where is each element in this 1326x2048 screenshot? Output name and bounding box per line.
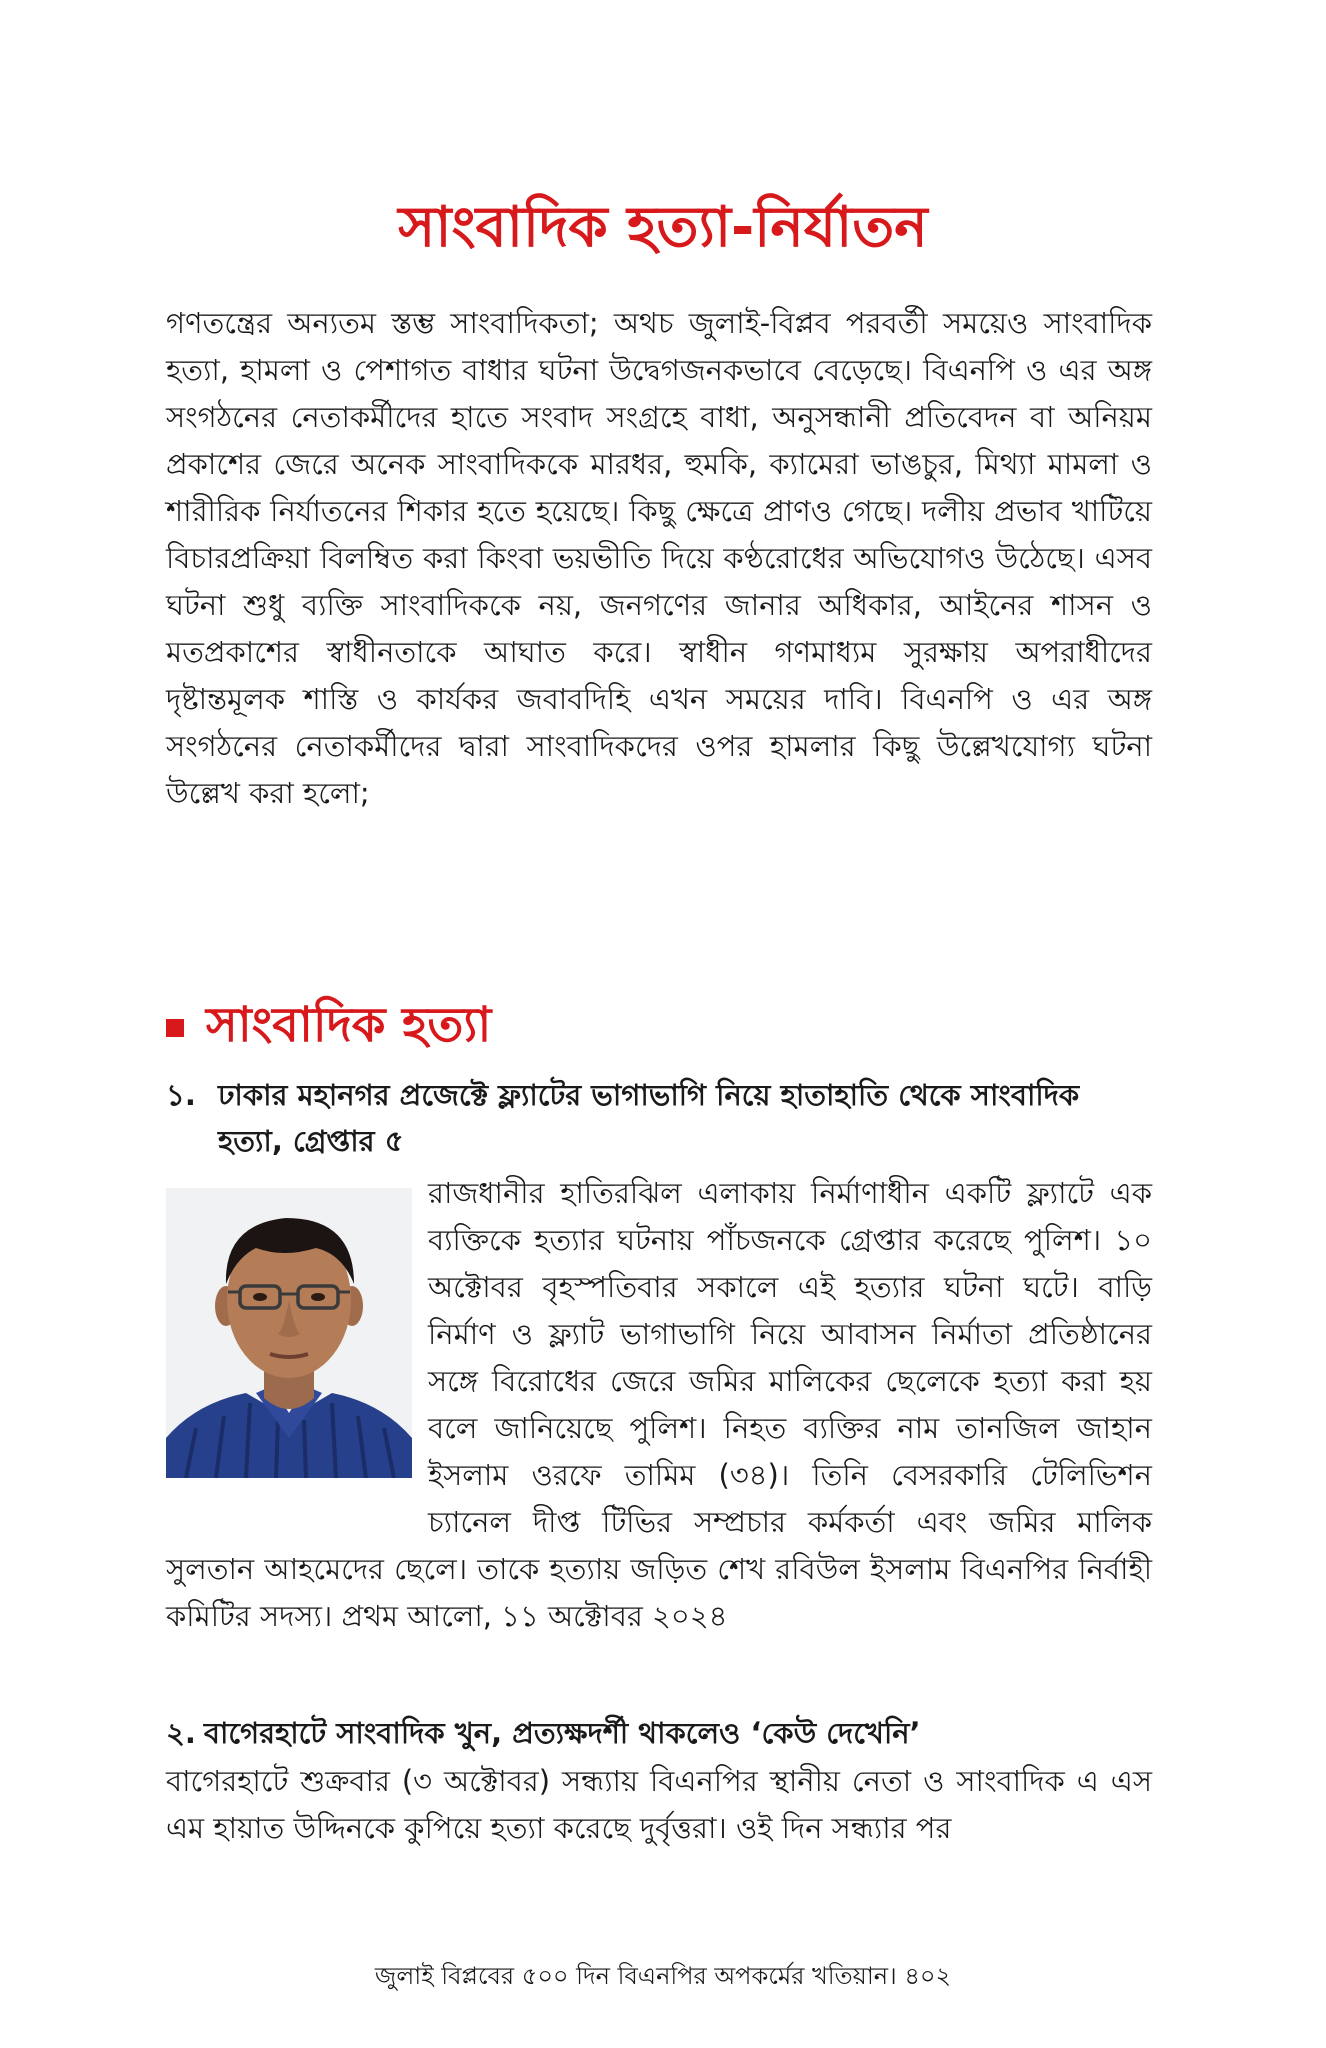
item-2-heading: [166, 1710, 1152, 1756]
item-1-body: [166, 1170, 1152, 1640]
page-title: সাংবাদিক হত্যা-নির্যাতন: [398, 195, 928, 260]
item-1-heading-text: ঢাকার মহানগর প্রজেক্টে ফ্ল্যাটের ভাগাভাগি নিয়ে হাতাহাতি থেকে সাংবাদিক হত্যা, গ্রেপ্তার ৫: [218, 1078, 1080, 1158]
item-2-heading-block: [166, 1710, 1152, 1756]
section-heading-text: সাংবাদিক হত্যা: [206, 997, 492, 1053]
photo-spacer: [166, 1170, 428, 1516]
item-1-heading-block: [166, 1072, 1152, 1164]
item-2-heading-text: বাগেরহাটে সাংবাদিক খুন, প্রত্যক্ষদর্শী থাকলেও ‘কেউ দেখেনি’: [203, 1716, 921, 1750]
item-2-number: ২.: [166, 1716, 196, 1750]
section-heading: [166, 990, 491, 1060]
item-1-number: ১.: [166, 1078, 196, 1112]
item-1-heading: [166, 1072, 1152, 1164]
intro-paragraph: গণতন্ত্রের অন্যতম স্তম্ভ সাংবাদিকতা; অথচ জুলাই-বিপ্লব পরবর্তী সময়েও সাংবাদিক হত্যা, হামলা ও পেশাগত বাধার ঘটনা উদ্বেগজনকভাবে বেড়েছে। বিএনপি ও এর অঙ্গ সংগঠনের নেতাকর্মীদের হাতে সংবাদ সংগ্রহে বাধা, অনুসন্ধানী প্রতিবেদন বা অনিয়ম প্রকাশের জেরে অনেক সাংবাদিককে মারধর, হুমকি, ক্যামেরা ভাঙচুর, মিথ্যা মামলা ও শারীরিক নির্যাতনের শিকার হতে হয়েছে। কিছু ক্ষেত্রে প্রাণও গেছে। দলীয় প্রভাব খাটিয়ে বিচারপ্রক্রিয়া বিলম্বিত করা কিংবা ভয়ভীতি দিয়ে কণ্ঠরোধের অভিযোগও উঠেছে। এসব ঘটনা শুধু ব্যক্তি সাংবাদিককে নয়, জনগণের জানার অধিকার, আইনের শাসন ও মতপ্রকাশের স্বাধীনতাকে আঘাত করে। স্বাধীন গণমাধ্যম সুরক্ষায় অপরাধীদের দৃষ্টান্তমূলক শাস্তি ও কার্যকর জবাবদিহি এখন সময়ের দাবি। বিএনপি ও এর অঙ্গ সংগঠনের নেতাকর্মীদের দ্বারা সাংবাদিকদের ওপর হামলার কিছু উল্লেখযোগ্য ঘটনা উল্লেখ করা হলো;: [166, 306, 1152, 810]
item-1-body-text: রাজধানীর হাতিরঝিল এলাকায় নির্মাণাধীন একটি ফ্ল্যাটে এক ব্যক্তিকে হত্যার ঘটনায় পাঁচজনকে গ্রেপ্তার করেছে পুলিশ। ১০ অক্টোবর বৃহস্পতিবার সকালে এই হত্যার ঘটনা ঘটে। বাড়ি নির্মাণ ও ফ্ল্যাট ভাগাভাগি নিয়ে আবাসন নির্মাতা প্রতিষ্ঠানের সঙ্গে বিরোধের জেরে জমির মালিকের ছেলেকে হত্যা করা হয় বলে জানিয়েছে পুলিশ। নিহত ব্যক্তির নাম তানজিল জাহান ইসলাম ওরফে তামিম (৩৪)। তিনি বেসরকারি টেলিভিশন চ্যানেল দীপ্ত টিভির সম্প্রচার কর্মকর্তা এবং জমির মালিক সুলতান আহমেদের ছেলে। তাকে হত্যায় জড়িত শেখ রবিউল ইসলাম বিএনপির নির্বাহী কমিটির সদস্য। প্রথম আলো, ১১ অক্টোবর ২০২৪: [166, 1176, 1152, 1633]
square-bullet-icon: [166, 1019, 184, 1037]
page-footer: জুলাই বিপ্লবের ৫০০ দিন বিএনপির অপকর্মের খতিয়ান। ৪০২: [374, 1962, 952, 1990]
item-2-body: বাগেরহাটে শুক্রবার (৩ অক্টোবর) সন্ধ্যায় বিএনপির স্থানীয় নেতা ও সাংবাদিক এ এস এম হায়াত উদ্দিনকে কুপিয়ে হত্যা করেছে দুর্বৃত্তরা। ওই দিন সন্ধ্যার পর: [166, 1764, 1152, 1845]
